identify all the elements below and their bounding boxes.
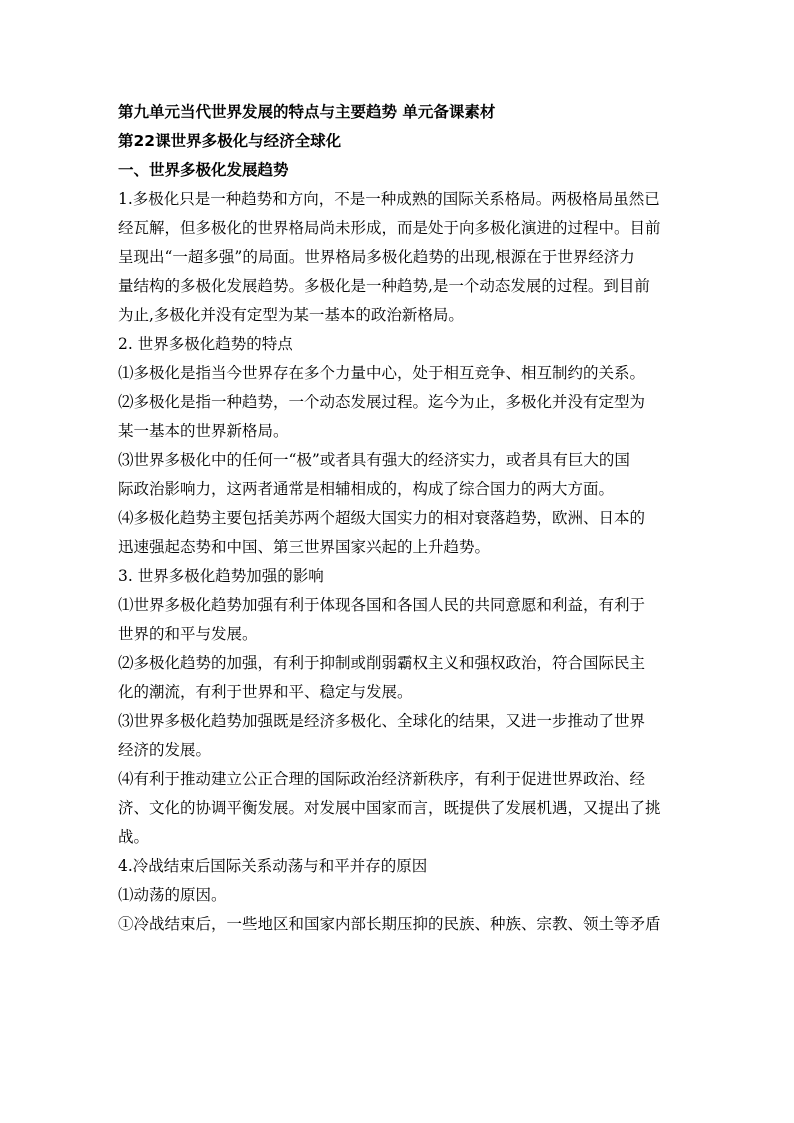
text-line: 际政治影响力，这两者通常是相辅相成的，构成了综合国力的两大方面。 <box>118 480 615 498</box>
paragraph-1 <box>118 185 678 330</box>
text-line: 量结构的多极化发展趋势。多极化是一种趋势,是一个动态发展的过程。到目前 <box>118 277 650 295</box>
paragraph-2-3 <box>118 446 678 504</box>
paragraph-4-1 <box>118 881 678 910</box>
subheading-2: 2. 世界多极化趋势的特点 <box>118 335 293 353</box>
text-line: 1.多极化只是一种趋势和方向，不是一种成熟的国际关系格局。两极格局虽然已 <box>118 190 660 208</box>
text-line: 迅速强起态势和中国、第三世界国家兴起的上升趋势。 <box>118 538 491 556</box>
document-body <box>118 98 678 939</box>
lesson-title: 第22课世界多极化与经济全球化 <box>118 132 342 150</box>
text-line: 战。 <box>118 828 150 846</box>
text-line: ①冷战结束后，一些地区和国家内部长期压抑的民族、种族、宗教、领土等矛盾 <box>118 915 661 933</box>
text-line: ⑷有利于推动建立公正合理的国际政治经济新秩序，有利于促进世界政治、经 <box>118 770 646 788</box>
text-line: 济、文化的协调平衡发展。对发展中国家而言，既提供了发展机遇，又提出了挑 <box>118 799 661 817</box>
paragraph-2-2 <box>118 388 678 446</box>
paragraph-3-3 <box>118 707 678 765</box>
text-line: ⑵多极化是指一种趋势，一个动态发展过程。迄今为止，多极化并没有定型为 <box>118 393 646 411</box>
section-heading: 一、世界多极化发展趋势 <box>118 161 289 179</box>
paragraph-2-1 <box>118 359 678 388</box>
text-line: 经济的发展。 <box>118 741 212 759</box>
unit-title: 第九单元当代世界发展的特点与主要趋势 单元备课素材 <box>118 103 496 121</box>
paragraph-3-4 <box>118 765 678 852</box>
text-line: ⑵多极化趋势的加强，有利于抑制或削弱霸权主义和强权政治，符合国际民主 <box>118 654 646 672</box>
text-line: 为止,多极化并没有定型为某一基本的政治新格局。 <box>118 306 464 324</box>
text-line: 世界的和平与发展。 <box>118 625 258 643</box>
text-line: ⑶世界多极化趋势加强既是经济多极化、全球化的结果，又进一步推动了世界 <box>118 712 646 730</box>
paragraph-2-4 <box>118 504 678 562</box>
text-line: 某一基本的世界新格局。 <box>118 422 289 440</box>
text-line: 化的潮流，有利于世界和平、稳定与发展。 <box>118 683 413 701</box>
text-line: 经瓦解，但多极化的世界格局尚未形成，而是处于向多极化演进的过程中。目前 <box>118 219 661 237</box>
text-line: ⑶世界多极化中的任何一“极”或者具有强大的经济实力，或者具有巨大的国 <box>118 451 630 469</box>
subheading-4: 4.冷战结束后国际关系动荡与和平并存的原因 <box>118 857 428 875</box>
paragraph-3-2 <box>118 649 678 707</box>
text-line: ⑴动荡的原因。 <box>118 886 227 904</box>
text-line: ⑴世界多极化趋势加强有利于体现各国和各国人民的共同意愿和利益，有利于 <box>118 596 646 614</box>
text-line: ⑷多极化趋势主要包括美苏两个超级大国实力的相对衰落趋势，欧洲、日本的 <box>118 509 646 527</box>
text-line: 呈现出“一超多强”的局面。世界格局多极化趋势的出现,根源在于世界经济力 <box>118 248 635 266</box>
paragraph-4-2 <box>118 910 678 939</box>
text-line: ⑴多极化是指当今世界存在多个力量中心，处于相互竞争、相互制约的关系。 <box>118 364 646 382</box>
paragraph-3-1 <box>118 591 678 649</box>
subheading-3: 3. 世界多极化趋势加强的影响 <box>118 567 324 585</box>
